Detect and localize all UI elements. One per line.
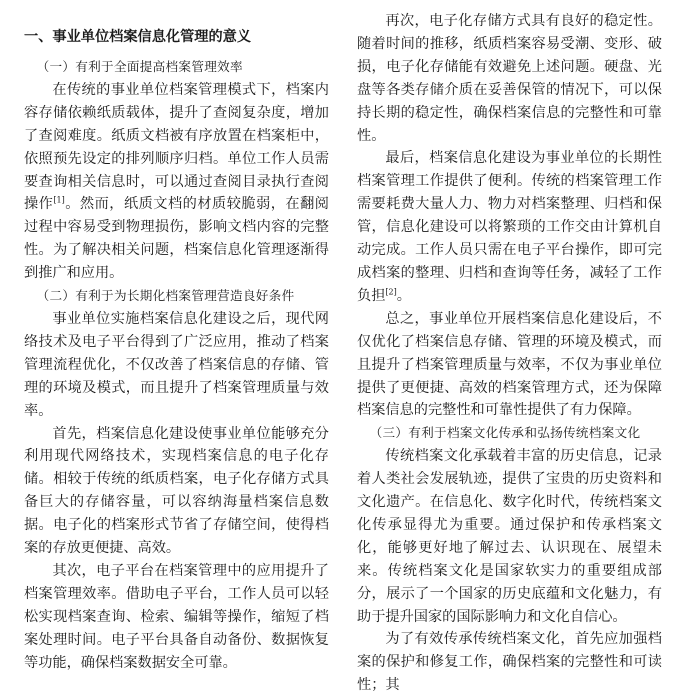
paragraph-4: 其次，电子平台在档案管理中的应用提升了档案管理效率。借助电子平台，工作人员可以轻松实现档案查询、检索、编辑等操作，缩短了档案处理时间。电子平台具备自动备份、数据恢复等功能，确保档案数据安全可靠。 [24,562,329,671]
citation-1[interactable]: [1] [53,195,65,205]
paragraph-1-tail: 。然而，纸质文档的材质较脆弱，在翻阅过程中容易受到物理损伤，影响文档内容的完整性。为了解决相关问题，档案信息化管理逐渐得到推广和应用。 [24,196,329,282]
paragraph-6 [357,147,662,307]
subsection-heading-1: （一）有利于全面提高档案管理效率 [36,59,243,74]
paragraph-6-tail: 。 [396,287,411,304]
paragraph-2: 事业单位实施档案信息化建设之后，现代网络技术及电子平台得到了广泛应用，推动了档案管理流程优化，不仅改善了档案信息的存储、管理的环境及模式，而且提升了档案管理质量与效率。 [24,310,329,419]
subsection-heading-3: （三）有利于档案文化传承和弘扬传统档案文化 [369,425,641,441]
citation-2[interactable]: [2] [385,287,397,297]
paragraph-3: 首先，档案信息化建设使事业单位能够充分利用现代网络技术，实现档案信息的电子化存储。相较于传统的纸质档案，电子化存储方式具备巨大的存储容量，可以容纳海量档案信息数据。电子化的档案形式节省了存储空间，使得档案的存放更便捷、高效。 [24,425,329,557]
paragraph-1-text: 在传统的事业单位档案管理模式下，档案内容存储依赖纸质载体，提升了查阅复杂度，增加了查阅难度。纸质文档被有序放置在档案柜中，依照预先设定的排列顺序归档。单位工作人员需要查询相关信息时，可以通过查阅目录执行查阅操作 [24,81,329,213]
subsection-heading-2: （二）有利于为长期化档案管理营造良好条件 [36,288,295,304]
paragraph-5: 再次，电子化存储方式具有良好的稳定性。随着时间的推移，纸质档案容易受潮、变形、破损，电子化存储能有效避免上述问题。硬盘、光盘等各类存储介质在妥善保管的情况下，可以保持长期的稳定性，确保档案信息的完整性和可靠性。 [357,13,662,144]
left-column [24,10,329,674]
paragraph-1 [24,79,329,285]
paragraph-7: 总之，事业单位开展档案信息化建设后，不仅优化了档案信息存储、管理的环境及模式，而且提升了档案管理质量与效率，不仅为事业单位提供了更便捷、高效的档案管理方式，还为保障档案信息的完整性和可靠性提供了有力保障。 [357,310,662,419]
section-heading: 一、事业单位档案信息化管理的意义 [24,29,252,45]
paragraph-6-text: 最后，档案信息化建设为事业单位的长期性档案管理工作提供了便利。传统的档案管理工作需要耗费大量人力、物力对档案整理、归档和保管，信息化建设可以将繁琐的工作交由计算机自动完成。工作人员只需在电子平台操作，即可完成档案的整理、归档和查询等任务，减轻了工作负担 [357,150,662,304]
paragraph-8: 传统档案文化承载着丰富的历史信息，记录着人类社会发展轨迹，提供了宝贵的历史资料和文化遗产。在信息化、数字化时代，传统档案文化传承显得尤为重要。通过保护和传承档案文化，能够更好地了解过去、认识现在、展望未来。传统档案文化是国家软实力的重要组成部分，展示了一个国家的历史底蕴和文化魅力，有助于提升国家的国际影响力和文化自信心。 [357,448,662,625]
paragraph-9: 为了有效传承传统档案文化，首先应加强档案的保护和修复工作，确保档案的完整性和可读性；其 [357,631,662,694]
